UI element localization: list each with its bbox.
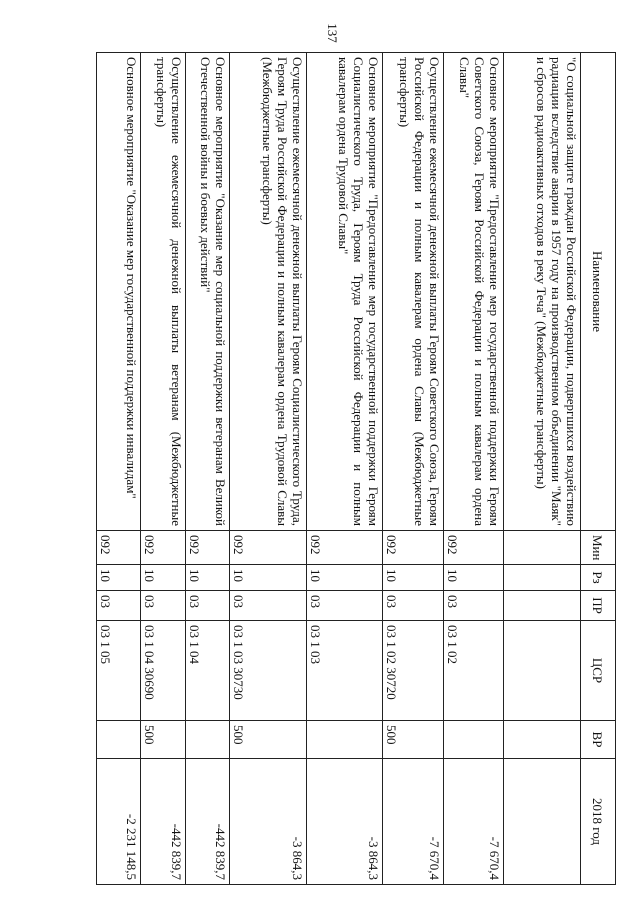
header-vr: ВР [581, 721, 616, 759]
row-rz: 10 [97, 565, 141, 591]
header-min: Мин [581, 531, 616, 565]
row-rz [504, 565, 581, 591]
row-vr [504, 721, 581, 759]
table-header-row [581, 53, 616, 885]
table-row [185, 53, 229, 885]
table-row [443, 53, 504, 885]
row-pr: 03 [185, 591, 229, 621]
row-vr [443, 721, 504, 759]
table-row [97, 53, 141, 885]
row-pr: 03 [306, 591, 383, 621]
row-min: 092 [383, 531, 444, 565]
row-csr: 03 1 02 30720 [383, 621, 444, 721]
row-name: Осуществление ежемесячной денежной выплаты Героям Социалистического Труда, Героям Труда Российской Федерации и полным кавалерам ордена Трудовой Славы (Межбюджетные трансферты) [230, 53, 307, 531]
row-csr: 03 1 03 [306, 621, 383, 721]
row-min: 092 [97, 531, 141, 565]
row-min: 092 [141, 531, 185, 565]
header-name: Наименование [581, 53, 616, 531]
row-amount [504, 759, 581, 885]
row-amount: -442 839,7 [185, 759, 229, 885]
row-vr: 500 [230, 721, 307, 759]
header-pr: ПР [581, 591, 616, 621]
table-row [141, 53, 185, 885]
row-csr: 03 1 04 30690 [141, 621, 185, 721]
row-rz: 10 [230, 565, 307, 591]
header-csr: ЦСР [581, 621, 616, 721]
row-min: 092 [443, 531, 504, 565]
row-min: 092 [185, 531, 229, 565]
row-vr: 500 [141, 721, 185, 759]
row-name: Осуществление ежемесячной денежной выплаты Героям Советского Союза, Героям Российской Федерации и полным кавалерам ордена Славы (Межбюджетные трансферты) [383, 53, 444, 531]
table-rotor [96, 52, 616, 884]
row-amount: -2 231 148,5 [97, 759, 141, 885]
row-min: 092 [306, 531, 383, 565]
row-vr [306, 721, 383, 759]
row-csr [504, 621, 581, 721]
table-row [383, 53, 444, 885]
row-csr: 03 1 02 [443, 621, 504, 721]
table-row [306, 53, 383, 885]
row-rz: 10 [141, 565, 185, 591]
row-pr [504, 591, 581, 621]
row-vr [97, 721, 141, 759]
row-pr: 03 [97, 591, 141, 621]
row-rz: 10 [306, 565, 383, 591]
row-name: "О социальной защите граждан Российской Федерации, подвергшихся воздействию радиации вследствие аварии в 1957 году на производственном объединении "Маяк" и сбросов радиоактивных отходов в реку Теча" (Межбюджетные трансферты) [504, 53, 581, 531]
row-amount: -7 670,4 [383, 759, 444, 885]
row-csr: 03 1 05 [97, 621, 141, 721]
budget-table [96, 52, 616, 885]
table-row [504, 53, 581, 885]
row-amount: -7 670,4 [443, 759, 504, 885]
row-pr: 03 [383, 591, 444, 621]
header-rz: Рз [581, 565, 616, 591]
row-name: Основное мероприятие "Оказание мер социальной поддержки ветеранам Великой Отечественной войны и боевых действий" [185, 53, 229, 531]
row-min: 092 [230, 531, 307, 565]
row-name: Осуществление ежемесячной денежной выплаты ветеранам (Межбюджетные трансферты) [141, 53, 185, 531]
header-year: 2018 год [581, 759, 616, 885]
row-pr: 03 [443, 591, 504, 621]
row-rz: 10 [443, 565, 504, 591]
row-csr: 03 1 04 [185, 621, 229, 721]
page-number [312, 18, 352, 48]
table-row [230, 53, 307, 885]
row-vr [185, 721, 229, 759]
row-name: Основное мероприятие "Предоставление мер государственной поддержки Героям Социалистического Труда, Героям Труда Российской Федерации и полным кавалерам ордена Трудовой Славы" [306, 53, 383, 531]
page-number-text: 137 [325, 23, 340, 43]
row-amount: -3 864,3 [230, 759, 307, 885]
row-name: Основное мероприятие "Оказание мер государственной поддержки инвалидам" [97, 53, 141, 531]
row-pr: 03 [230, 591, 307, 621]
row-amount: -442 839,7 [141, 759, 185, 885]
row-vr: 500 [383, 721, 444, 759]
rotated-table-area [96, 52, 616, 884]
row-name: Основное мероприятие "Предоставление мер государственной поддержки Героям Советского Союза, Героям Российской Федерации и полным кавалерам ордена Славы" [443, 53, 504, 531]
row-rz: 10 [185, 565, 229, 591]
row-pr: 03 [141, 591, 185, 621]
row-csr: 03 1 03 30730 [230, 621, 307, 721]
row-min [504, 531, 581, 565]
row-rz: 10 [383, 565, 444, 591]
row-amount: -3 864,3 [306, 759, 383, 885]
